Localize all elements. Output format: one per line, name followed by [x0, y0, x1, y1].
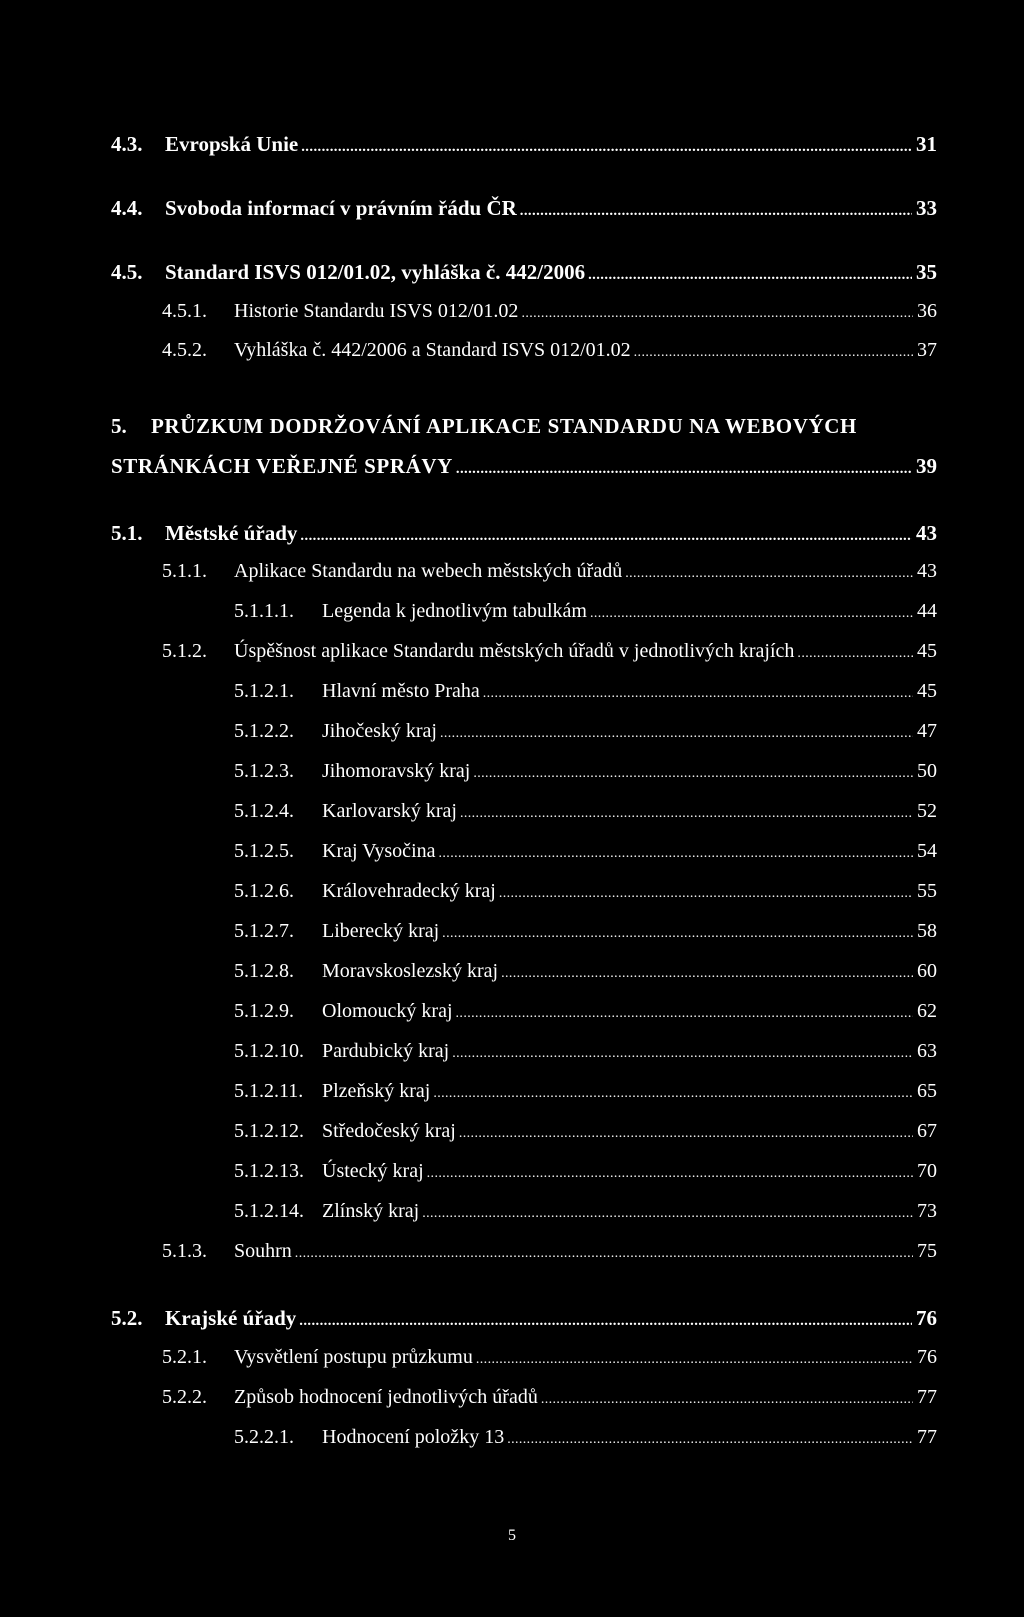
toc-page-number: 36: [917, 300, 937, 322]
toc-page-number: 37: [917, 339, 937, 361]
toc-page-number: 43: [916, 521, 937, 545]
toc-number: 5.: [111, 414, 127, 438]
toc-page-number: 67: [917, 1120, 937, 1142]
toc-title: Hlavní město Praha: [322, 680, 480, 702]
toc-entry[interactable]: [162, 560, 937, 583]
dot-leader: [456, 1006, 913, 1022]
toc-entry[interactable]: [111, 196, 937, 221]
dot-leader: [460, 806, 913, 822]
dot-leader: [476, 1352, 913, 1368]
toc-number: 5.1.1.1.: [234, 600, 294, 622]
toc-page-number: 60: [917, 960, 937, 982]
toc-number: 5.2.: [111, 1306, 143, 1330]
toc-number: 5.1.3.: [162, 1240, 207, 1262]
dot-leader: [634, 345, 913, 361]
toc-number: 5.1.2.1.: [234, 680, 294, 702]
dot-leader: [299, 1313, 912, 1330]
toc-entry[interactable]: [162, 1386, 937, 1409]
toc-title: Plzeňský kraj: [322, 1080, 431, 1102]
dot-leader: [459, 1126, 913, 1142]
toc-title: Kraj Vysočina: [322, 840, 436, 862]
toc-number: 4.4.: [111, 196, 143, 220]
toc-title: Hodnocení položky 13: [322, 1426, 505, 1448]
toc-page-number: 75: [917, 1240, 937, 1262]
toc-title: Vysvětlení postupu průzkumu: [234, 1346, 473, 1368]
toc-number: 5.1.2.6.: [234, 880, 294, 902]
toc-page-number: 52: [917, 800, 937, 822]
toc-entry[interactable]: [162, 300, 937, 323]
dot-leader: [456, 461, 912, 478]
dot-leader: [520, 203, 912, 220]
toc-entry[interactable]: [234, 800, 937, 823]
dot-leader: [442, 926, 913, 942]
toc-page-number: 45: [917, 640, 937, 662]
toc-title: STRÁNKÁCH VEŘEJNÉ SPRÁVY: [111, 454, 453, 478]
toc-page-number: 39: [916, 454, 937, 478]
dot-leader: [501, 966, 913, 982]
toc-entry[interactable]: [234, 1160, 937, 1183]
toc-page-number: 65: [917, 1080, 937, 1102]
toc-entry[interactable]: [234, 840, 937, 863]
toc-title: Krajské úřady: [165, 1306, 297, 1330]
toc-page-number: 45: [917, 680, 937, 702]
toc-page-number: 77: [917, 1386, 937, 1408]
toc-entry[interactable]: [234, 1080, 937, 1103]
page-number: 5: [508, 1527, 516, 1544]
dot-leader: [440, 726, 913, 742]
dot-leader: [797, 646, 913, 662]
toc-title: Městské úřady: [165, 521, 298, 545]
toc-page-number: 50: [917, 760, 937, 782]
toc-title: Souhrn: [234, 1240, 292, 1262]
toc-number: 5.1.2.2.: [234, 720, 294, 742]
toc-number: 5.1.2.10.: [234, 1040, 304, 1062]
toc-page-number: 43: [917, 560, 937, 582]
toc-page-number: 31: [916, 132, 937, 156]
toc-number: 5.1.2.7.: [234, 920, 294, 942]
dot-leader: [427, 1166, 913, 1182]
toc-entry[interactable]: [234, 880, 937, 903]
toc-title: Moravskoslezský kraj: [322, 960, 499, 982]
dot-leader: [590, 606, 913, 622]
toc-entry[interactable]: [234, 1200, 937, 1223]
toc-number: 5.1.2.9.: [234, 1000, 294, 1022]
toc-entry[interactable]: [162, 640, 937, 663]
toc-number: 5.1.2.4.: [234, 800, 294, 822]
toc-entry[interactable]: [162, 1240, 937, 1263]
toc-number: 4.5.1.: [162, 300, 207, 322]
toc-page-number: 63: [917, 1040, 937, 1062]
toc-page-number: 73: [917, 1200, 937, 1222]
dot-leader: [507, 1432, 913, 1448]
toc-title: Aplikace Standardu na webech městských úřadů: [234, 560, 623, 582]
toc-number: 5.2.2.: [162, 1386, 207, 1408]
toc-title: Pardubický kraj: [322, 1040, 450, 1062]
toc-page-number: 44: [917, 600, 937, 622]
toc-page-number: 70: [917, 1160, 937, 1182]
dot-leader: [433, 1086, 913, 1102]
toc-entry[interactable]: [234, 1040, 937, 1063]
toc-title: PRŮZKUM DODRŽOVÁNÍ APLIKACE STANDARDU NA WEBOVÝCH: [151, 414, 857, 438]
dot-leader: [295, 1246, 913, 1262]
toc-title: Liberecký kraj: [322, 920, 440, 942]
toc-page-number: 33: [916, 196, 937, 220]
toc-entry[interactable]: [234, 960, 937, 983]
dot-leader: [499, 886, 913, 902]
toc-title: Karlovarský kraj: [322, 800, 457, 822]
dot-leader: [422, 1206, 913, 1222]
toc-page-number: 35: [916, 260, 937, 284]
toc-title: Jihočeský kraj: [322, 720, 437, 742]
toc-number: 5.1.2.5.: [234, 840, 294, 862]
toc-title: Středočeský kraj: [322, 1120, 456, 1142]
toc-title: Vyhláška č. 442/2006 a Standard ISVS 012/01.02: [234, 339, 631, 361]
toc-title: Královehradecký kraj: [322, 880, 496, 902]
toc-entry[interactable]: [162, 339, 937, 362]
toc-title: Úspěšnost aplikace Standardu městských úřadů v jednotlivých krajích: [234, 640, 795, 662]
dot-leader: [588, 267, 912, 284]
toc-title: Legenda k jednotlivým tabulkám: [322, 600, 587, 622]
dot-leader: [625, 566, 913, 582]
toc-title: Standard ISVS 012/01.02, vyhláška č. 442/2006: [165, 260, 586, 284]
toc-entry[interactable]: [234, 1120, 937, 1143]
dot-leader: [541, 1392, 913, 1408]
toc-number: 5.1.1.: [162, 560, 207, 582]
toc-title: Svoboda informací v právním řádu ČR: [165, 196, 517, 220]
toc-number: 5.1.2.12.: [234, 1120, 304, 1142]
dot-leader: [483, 686, 913, 702]
toc-chapter-heading-line[interactable]: [111, 414, 857, 439]
toc-title: Zlínský kraj: [322, 1200, 420, 1222]
toc-number: 5.2.1.: [162, 1346, 207, 1368]
toc-page-number: 62: [917, 1000, 937, 1022]
toc-number: 5.2.2.1.: [234, 1426, 294, 1448]
toc-entry[interactable]: [234, 600, 937, 623]
toc-entry[interactable]: [111, 132, 937, 157]
toc-entry[interactable]: [234, 1000, 937, 1023]
toc-number: 5.1.2.3.: [234, 760, 294, 782]
toc-entry[interactable]: [111, 521, 937, 546]
toc-number: 5.1.2.11.: [234, 1080, 304, 1102]
toc-number: 4.5.: [111, 260, 143, 284]
toc-entry[interactable]: [111, 260, 937, 285]
dot-leader: [439, 846, 914, 862]
toc-number: 4.3.: [111, 132, 143, 156]
toc-page-number: 76: [917, 1346, 937, 1368]
dot-leader: [300, 528, 912, 545]
toc-entry[interactable]: [111, 454, 937, 479]
dot-leader: [452, 1046, 913, 1062]
toc-page-number: 54: [917, 840, 937, 862]
toc-title: Ústecký kraj: [322, 1160, 424, 1182]
toc-title: Olomoucký kraj: [322, 1000, 453, 1022]
toc-entry[interactable]: [234, 920, 937, 943]
toc-number: 4.5.2.: [162, 339, 207, 361]
toc-number: 5.1.2.13.: [234, 1160, 304, 1182]
toc-page-number: 76: [916, 1306, 937, 1330]
dot-leader: [473, 766, 913, 782]
toc-title: Evropská Unie: [165, 132, 299, 156]
toc-title: Jihomoravský kraj: [322, 760, 471, 782]
toc-number: 5.1.2.14.: [234, 1200, 304, 1222]
toc-entry[interactable]: [162, 1346, 937, 1369]
toc-number: 5.1.2.: [162, 640, 207, 662]
toc-page-number: 58: [917, 920, 937, 942]
toc-entry[interactable]: [234, 680, 937, 703]
toc-entry[interactable]: [111, 1306, 937, 1331]
toc-entry[interactable]: [234, 760, 937, 783]
toc-entry[interactable]: [234, 1426, 937, 1449]
toc-title: Historie Standardu ISVS 012/01.02: [234, 300, 519, 322]
dot-leader: [301, 139, 912, 156]
toc-number: 5.1.2.8.: [234, 960, 294, 982]
toc-page-number: 55: [917, 880, 937, 902]
toc-title: Způsob hodnocení jednotlivých úřadů: [234, 1386, 538, 1408]
toc-number: 5.1.: [111, 521, 143, 545]
toc-page-number: 77: [917, 1426, 937, 1448]
toc-entry[interactable]: [234, 720, 937, 743]
toc-page-number: 47: [917, 720, 937, 742]
dot-leader: [521, 306, 913, 322]
